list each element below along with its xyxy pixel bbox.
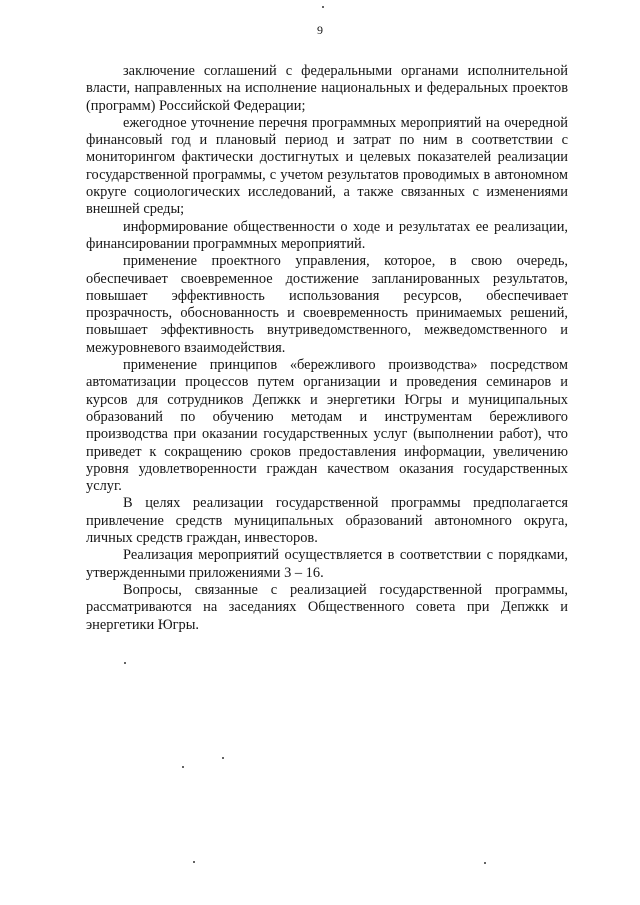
paragraph-3: информирование общественности о ходе и результатах ее реализации, финансировании программных мероприятий.	[86, 218, 568, 252]
paragraph-7: Реализация мероприятий осуществляется в соответствии с порядками, утвержденными приложениями 3 – 16.	[86, 547, 568, 581]
scan-speck	[124, 662, 126, 664]
scan-speck	[322, 6, 324, 8]
paragraph-1: заключение соглашений с федеральными органами исполнительной власти, направленных на исполнение национальных и федеральных проектов (программ) Российской Федерации;	[86, 63, 568, 114]
scan-speck	[193, 861, 195, 863]
paragraph-4: применение проектного управления, которое, в свою очередь, обеспечивает своевременное достижение запланированных результатов, повышает эффективность использования ресурсов, обеспечивает прозрачность, обоснованность и своевременность принимаемых решений, повышает эффективность внутриведомственного, межведомственного и межуровневого взаимодействия.	[86, 253, 568, 356]
document-body	[86, 63, 568, 634]
page-number: 9	[317, 23, 323, 37]
paragraph-2: ежегодное уточнение перечня программных мероприятий на очередной финансовый год и плановый период и затрат по ним в соответствии с мониторингом фактически достигнутых и целевых показателей реализации государственной программы, с учетом результатов проводимых в автономном округе социологических исследований, а также связанных с изменениями внешней среды;	[86, 114, 568, 218]
scan-speck	[222, 757, 224, 759]
paragraph-6: В целях реализации государственной программы предполагается привлечение средств муниципальных образований автономного округа, личных средств граждан, инвесторов.	[86, 495, 568, 547]
scan-speck	[182, 766, 184, 768]
scan-speck	[484, 862, 486, 864]
paragraph-5: применение принципов «бережливого производства» посредством автоматизации процессов путем организации и проведения семинаров и курсов для сотрудников Депжкк и энергетики Югры и муниципальных образований по обучению методам и инструментам бережливого производства при оказании государственных услуг (выполнении работ), что приведет к сокращению сроков предоставления информации, увеличению уровня удовлетворенности граждан качеством оказания государственных услуг.	[86, 357, 568, 495]
paragraph-8: Вопросы, связанные с реализацией государственной программы, рассматриваются на заседаниях Общественного совета при Депжкк и энергетики Югры.	[86, 581, 568, 633]
